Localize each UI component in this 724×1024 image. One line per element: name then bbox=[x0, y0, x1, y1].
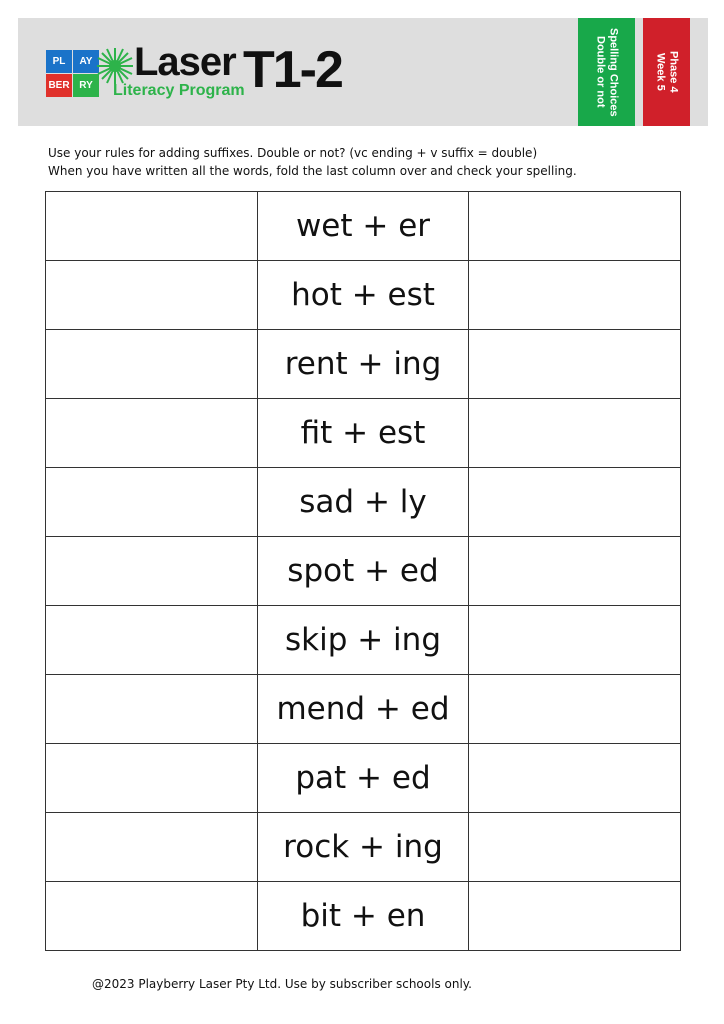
word-sum: hot + est bbox=[291, 277, 435, 313]
check-cell[interactable] bbox=[469, 399, 681, 468]
word-cell bbox=[258, 813, 469, 882]
word-sum: skip + ing bbox=[284, 622, 441, 658]
answer-cell[interactable] bbox=[46, 261, 258, 330]
table-row bbox=[46, 537, 681, 606]
table-row bbox=[46, 882, 681, 951]
answer-cell[interactable] bbox=[46, 675, 258, 744]
check-cell[interactable] bbox=[469, 261, 681, 330]
phase-tag-line: Phase 4 bbox=[667, 51, 680, 93]
word-cell bbox=[258, 675, 469, 744]
check-cell[interactable] bbox=[469, 744, 681, 813]
answer-cell[interactable] bbox=[46, 606, 258, 675]
word-sum: spot + ed bbox=[287, 553, 439, 589]
word-sum: rent + ing bbox=[284, 346, 442, 382]
table-row bbox=[46, 606, 681, 675]
table-row bbox=[46, 399, 681, 468]
check-cell[interactable] bbox=[469, 330, 681, 399]
logo-subtitle: Literacy Program bbox=[113, 82, 245, 99]
puzzle-piece: PL bbox=[46, 50, 72, 73]
puzzle-piece: RY bbox=[73, 74, 99, 97]
answer-cell[interactable] bbox=[46, 330, 258, 399]
instruction-line: When you have written all the words, fold the last column over and check your spelling. bbox=[48, 164, 577, 178]
word-cell bbox=[258, 330, 469, 399]
check-cell[interactable] bbox=[469, 882, 681, 951]
answer-cell[interactable] bbox=[46, 537, 258, 606]
laser-burst-icon bbox=[95, 46, 135, 86]
word-cell bbox=[258, 882, 469, 951]
table-row bbox=[46, 744, 681, 813]
word-cell bbox=[258, 744, 469, 813]
answer-cell[interactable] bbox=[46, 744, 258, 813]
table-row bbox=[46, 261, 681, 330]
phase-tag bbox=[643, 18, 690, 126]
word-cell bbox=[258, 537, 469, 606]
table-row bbox=[46, 675, 681, 744]
topic-tag-line: Double or not bbox=[594, 36, 607, 108]
word-sum: bit + en bbox=[300, 898, 426, 934]
check-cell[interactable] bbox=[469, 813, 681, 882]
check-cell[interactable] bbox=[469, 675, 681, 744]
instruction-line: Use your rules for adding suffixes. Double or not? (vc ending + v suffix = double) bbox=[48, 146, 538, 160]
check-cell[interactable] bbox=[469, 468, 681, 537]
puzzle-piece: BER bbox=[46, 74, 72, 97]
topic-tag bbox=[578, 18, 635, 126]
phase-tag-line: Week 5 bbox=[654, 53, 667, 91]
word-cell bbox=[258, 468, 469, 537]
spelling-table bbox=[45, 191, 681, 951]
level-label: T1-2 bbox=[243, 41, 342, 99]
topic-tag-line: Spelling Choices bbox=[607, 27, 620, 117]
check-cell[interactable] bbox=[469, 537, 681, 606]
word-sum: pat + ed bbox=[295, 760, 431, 796]
instructions bbox=[48, 144, 688, 180]
word-cell bbox=[258, 606, 469, 675]
word-sum: fit + est bbox=[300, 415, 426, 451]
answer-cell[interactable] bbox=[46, 813, 258, 882]
playberry-puzzle-logo bbox=[46, 50, 100, 98]
answer-cell[interactable] bbox=[46, 192, 258, 261]
word-cell bbox=[258, 399, 469, 468]
worksheet-header bbox=[18, 18, 708, 126]
word-cell bbox=[258, 261, 469, 330]
table-row bbox=[46, 330, 681, 399]
table-row bbox=[46, 468, 681, 537]
puzzle-piece: AY bbox=[73, 50, 99, 73]
table-row bbox=[46, 192, 681, 261]
copyright-footer: @2023 Playberry Laser Pty Ltd. Use by subscriber schools only. bbox=[92, 977, 472, 991]
answer-cell[interactable] bbox=[46, 468, 258, 537]
check-cell[interactable] bbox=[469, 192, 681, 261]
word-sum: sad + ly bbox=[299, 484, 427, 520]
word-sum: wet + er bbox=[295, 208, 431, 244]
answer-cell[interactable] bbox=[46, 399, 258, 468]
answer-cell[interactable] bbox=[46, 882, 258, 951]
check-cell[interactable] bbox=[469, 606, 681, 675]
table-row bbox=[46, 813, 681, 882]
word-cell bbox=[258, 192, 469, 261]
logo-laser-word: Laser bbox=[134, 40, 236, 84]
word-sum: rock + ing bbox=[283, 829, 443, 865]
word-sum: mend + ed bbox=[276, 691, 450, 727]
